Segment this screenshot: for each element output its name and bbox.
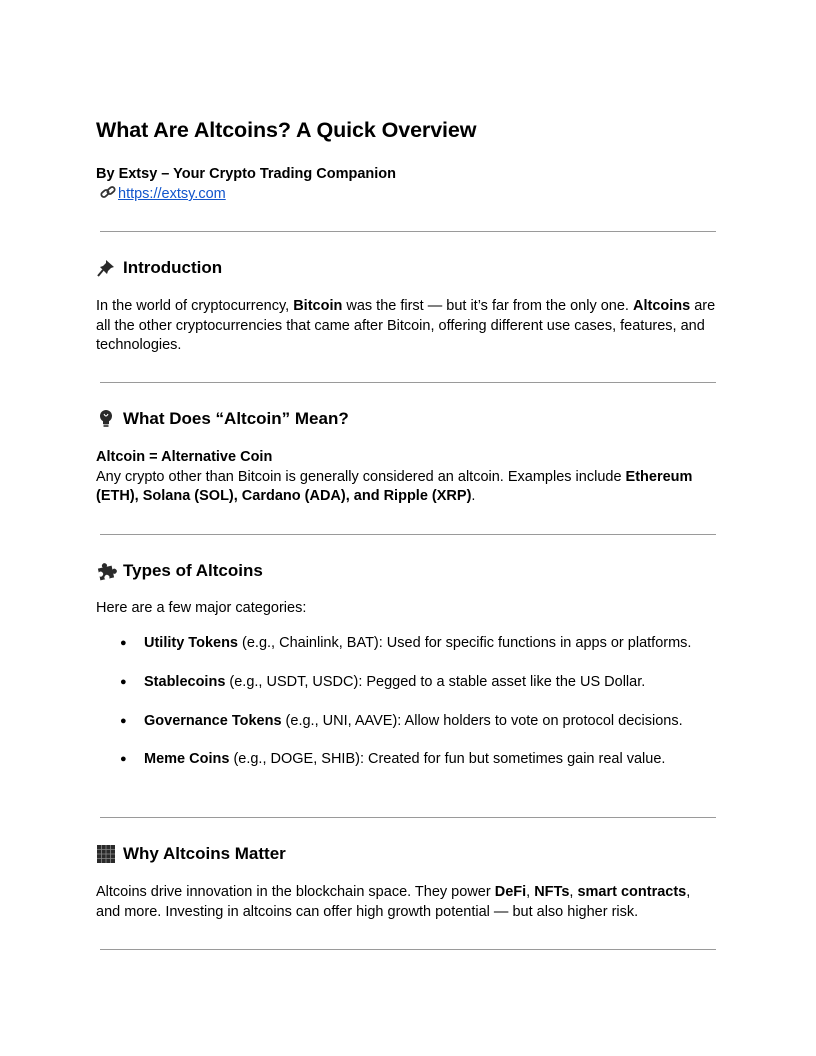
divider [100,382,716,383]
section-heading-text: What Does “Altcoin” Mean? [123,409,349,428]
section-heading-why [96,844,286,864]
why-paragraph: Altcoins drive innovation in the blockchain space. They power DeFi, NFTs, smart contracts, and more. Investing in altcoins can offer high growth potential — but also higher risk. [96,884,691,920]
puzzle-icon [96,561,118,581]
meaning-paragraph: Altcoin = Alternative Coin Any crypto other than Bitcoin is generally considered an altcoin. Examples include Ethereum (ETH), Solana (SOL), Cardano (ADA), and Ripple (XRP). [96,449,693,504]
website-link[interactable]: https://extsy.com [118,186,226,202]
category-list [96,634,720,789]
types-intro: Here are a few major categories: [96,600,307,616]
list-item: ● Meme Coins (e.g., DOGE, SHIB): Created for fun but sometimes gain real value. [120,751,666,768]
section-heading-text: Types of Altcoins [123,561,263,580]
chart-icon [96,844,118,864]
list-item: ● Stablecoins (e.g., USDT, USDC): Pegged to a stable asset like the US Dollar. [120,673,646,690]
divider [100,949,716,950]
section-heading-text: Why Altcoins Matter [123,844,286,863]
section-heading-text: Introduction [123,258,223,277]
website-link-line [100,185,226,203]
lightbulb-icon [96,409,118,429]
page-title: What Are Altcoins? A Quick Overview [96,118,477,142]
divider [100,231,716,232]
link-icon [100,185,118,203]
section-heading-meaning [96,409,349,429]
list-item: ● Utility Tokens (e.g., Chainlink, BAT): Used for specific functions in apps or platforms. [120,635,692,651]
section-heading-types [96,561,263,581]
definition: Altcoin = Alternative Coin [96,449,273,465]
section-heading-introduction [96,258,222,278]
pushpin-icon [96,258,118,278]
divider [100,817,716,818]
intro-paragraph: In the world of cryptocurrency, Bitcoin was the first — but it’s far from the only one. Altcoins are all the other cryptocurrencies that came after Bitcoin, offering different use cases, features, and technologies. [96,298,716,353]
divider [100,534,716,535]
list-item: ● Governance Tokens (e.g., UNI, AAVE): Allow holders to vote on protocol decisions. [120,712,683,729]
byline: By Extsy – Your Crypto Trading Companion [96,166,396,182]
